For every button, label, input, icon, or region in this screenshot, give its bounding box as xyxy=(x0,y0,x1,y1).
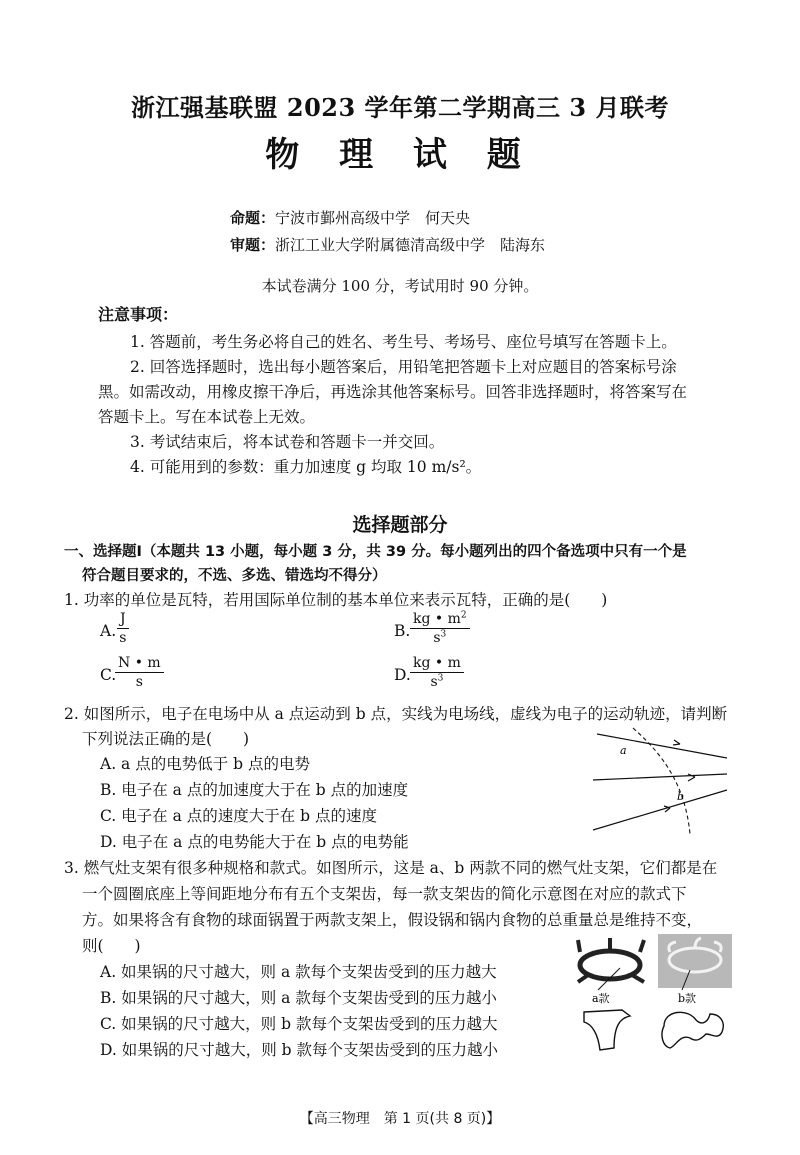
author-label: 命题： xyxy=(230,209,276,227)
author-line xyxy=(230,207,470,228)
notice-line-2c: 答题卡上。写在本试卷上无效。 xyxy=(98,408,316,426)
page-footer: 【高三物理 第 1 页(共 8 页)】 xyxy=(299,1111,501,1127)
author: 宁波市鄞州高级中学 何天央 xyxy=(275,209,471,227)
q1-option-b-fraction xyxy=(410,612,470,645)
q1-d-numerator: kg • m xyxy=(410,656,464,673)
q1-option-c-label: C. xyxy=(100,666,117,684)
field-line-3 xyxy=(593,790,727,830)
reviewer-label: 审题： xyxy=(230,236,276,254)
notice-line-4: 4. 可能用到的参数：重力加速度 g 均取 10 m/s²。 xyxy=(130,458,482,476)
q3-option-b: B. 如果锅的尺寸越大，则 a 款每个支架齿受到的压力越小 xyxy=(100,989,497,1007)
part1-instruction-1: 一、选择题Ⅰ（本题共 13 小题，每小题 3 分，共 39 分。每小题列出的四个备选项中只有一个是 xyxy=(64,544,687,560)
tooth-a-profile xyxy=(584,1010,630,1050)
notice-heading: 注意事项： xyxy=(98,305,179,324)
q3-option-a: A. 如果锅的尺寸越大，则 a 款每个支架齿受到的压力越大 xyxy=(100,963,497,981)
q1-a-denominator: s xyxy=(119,630,127,646)
q1-option-a-label: A. xyxy=(100,622,117,640)
q3-option-d: D. 如果锅的尺寸越大，则 b 款每个支架齿受到的压力越小 xyxy=(100,1041,499,1059)
notice-line-2a: 2. 回答选择题时，选出每小题答案后，用铅笔把答题卡上对应题目的答案标号涂 xyxy=(130,358,677,376)
q3-stove-figure xyxy=(570,930,735,1060)
field-line-2 xyxy=(593,774,727,780)
reviewer-line xyxy=(230,234,545,255)
q2-option-a: A. a 点的电势低于 b 点的电势 xyxy=(100,755,310,773)
q1-option-d-label: D. xyxy=(394,666,411,684)
q1-d-denominator: $s^3$ xyxy=(430,673,444,690)
stove-a-icon xyxy=(578,938,644,982)
q3-stem-2: 一个圆圈底座上等间距地分布有五个支架齿，每一款支架齿的简化示意图在对应的款式下 xyxy=(82,885,687,903)
q1-c-numerator: N • m xyxy=(115,656,164,673)
field-line-1 xyxy=(597,734,727,758)
notice-line-1: 1. 答题前，考生务必将自己的姓名、考生号、考场号、座位号填写在答题卡上。 xyxy=(130,333,677,351)
q1-option-d-fraction xyxy=(410,656,464,689)
q1-stem: 1. 功率的单位是瓦特，若用国际单位制的基本单位来表示瓦特，正确的是( ) xyxy=(64,591,608,609)
tooth-b-profile xyxy=(662,1012,723,1048)
q3-stem-3: 方。如果将含有食物的球面锅置于两款支架上，假设锅和锅内食物的总重量总是维持不变， xyxy=(82,911,703,929)
exam-title: 浙江强基联盟 2023 学年第二学期高三 3 月联考 xyxy=(131,93,669,122)
q2-option-c: C. 电子在 a 点的速度大于在 b 点的速度 xyxy=(100,807,378,825)
q2-option-b: B. 电子在 a 点的加速度大于在 b 点的加速度 xyxy=(100,781,409,799)
q1-a-numerator: J xyxy=(117,612,129,629)
notice-line-3: 3. 考试结束后，将本试卷和答题卡一并交回。 xyxy=(130,433,445,451)
point-b-label: b xyxy=(677,790,685,803)
reviewer: 浙江工业大学附属德清高级中学 陆海东 xyxy=(275,236,546,254)
q2-stem-2: 下列说法正确的是( ) xyxy=(82,730,250,748)
q1-option-b-label: B. xyxy=(394,622,411,640)
label-b-kuan: b款 xyxy=(678,992,697,1005)
exam-info: 本试卷满分 100 分，考试用时 90 分钟。 xyxy=(261,277,539,295)
section-title: 选择题部分 xyxy=(352,514,448,536)
q1-option-c-fraction xyxy=(115,656,164,689)
q1-b-denominator: $s^3$ xyxy=(433,629,447,646)
electron-trajectory xyxy=(633,728,690,834)
part1-instruction-2: 符合题目要求的，不选、多选、错选均不得分） xyxy=(82,568,387,584)
q2-field-figure xyxy=(585,722,735,837)
q1-b-numerator: kg • $m^2$ xyxy=(410,612,470,629)
q2-option-d: D. 电子在 a 点的电势能大于在 b 点的电势能 xyxy=(100,833,409,851)
q3-stem-4: 则( ) xyxy=(82,937,141,955)
subject-title: 物 理 试 题 xyxy=(265,135,535,175)
label-a-kuan: a款 xyxy=(592,992,610,1005)
q1-c-denominator: s xyxy=(135,674,143,690)
q2-stem-1: 2. 如图所示，电子在电场中从 a 点运动到 b 点，实线为电场线，虚线为电子的运动轨迹，请判断 xyxy=(64,705,728,723)
q1-option-a-fraction xyxy=(117,612,129,645)
q3-stem-1: 3. 燃气灶支架有很多种规格和款式。如图所示，这是 a、b 两款不同的燃气灶支架，它们都是在 xyxy=(64,859,718,877)
notice-line-2b: 黑。如需改动，用橡皮擦干净后，再选涂其他答案标号。回答非选择题时，将答案写在 xyxy=(98,383,688,401)
point-a-label: a xyxy=(620,744,627,757)
arrow-1-icon xyxy=(673,740,680,745)
q3-option-c: C. 如果锅的尺寸越大，则 b 款每个支架齿受到的压力越大 xyxy=(100,1015,498,1033)
